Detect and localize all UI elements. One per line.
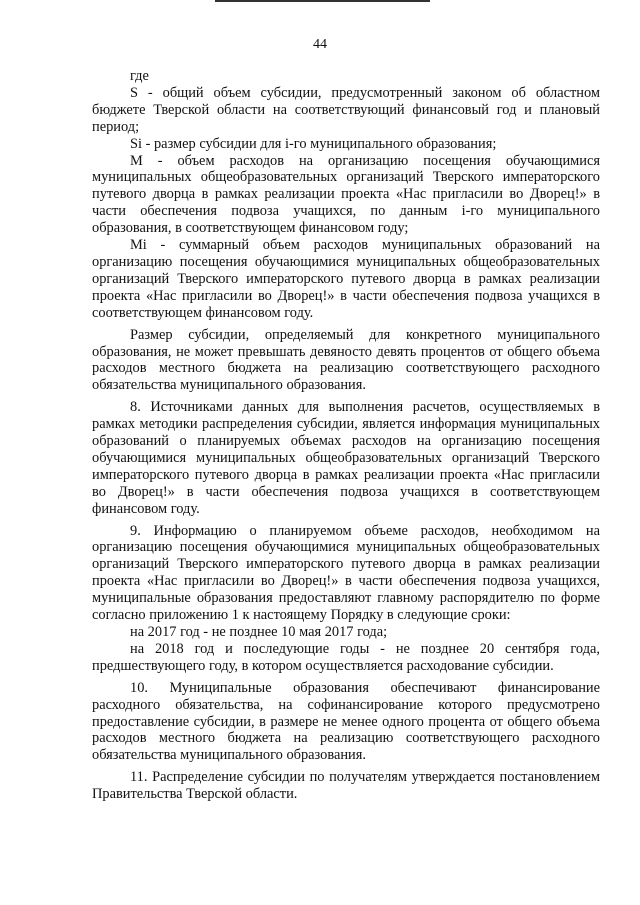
paragraph-deadline-2018: на 2018 год и последующие годы - не позднее 20 сентября года, предшествующего году, в котором осуществляется расходование субсидии. bbox=[92, 640, 600, 674]
scan-top-edge-line bbox=[215, 0, 430, 2]
paragraph-item-11: 11. Распределение субсидии по получателям утверждается постановлением Правительства Тверской области. bbox=[92, 769, 600, 803]
page-number: 44 bbox=[313, 37, 327, 52]
paragraph-si-definition: Si - размер субсидии для i-го муниципального образования; bbox=[130, 135, 497, 152]
paragraph-where: где bbox=[130, 68, 149, 84]
paragraph-subsidy-size: Размер субсидии, определяемый для конкретного муниципального образования, не может превышать девяносто девять процентов от общего объема расходов местного бюджета на реализацию соответствующего расходного обязательства муниципального образования. bbox=[92, 326, 600, 394]
paragraph-item-10: 10. Муниципальные образования обеспечивают финансирование расходного обязательства, на софинансирование которого предусмотрено предоставление субсидии, в размере не менее одного процента от общего объема расходов местного бюджета на реализацию соответствующего расходного обязательства муниципального образования. bbox=[92, 679, 600, 764]
document-body bbox=[92, 68, 600, 803]
paragraph-s-definition: S - общий объем субсидии, предусмотренный законом об областном бюджете Тверской области на соответствующий финансовый год и плановый период; bbox=[92, 84, 600, 135]
paragraph-m-definition: M - объем расходов на организацию посещения обучающимися муниципальных общеобразовательных организаций Тверского императорского путевого дворца в рамках реализации проекта «Нас пригласили во Дворец!» в части обеспечения подвоза учащихся, по данным i-го муниципального образования, в соответствующем финансовом году; bbox=[92, 152, 600, 237]
paragraph-item-8: 8. Источниками данных для выполнения расчетов, осуществляемых в рамках методики распределения субсидии, является информация муниципальных образований о планируемых объемах расходов на организацию посещения обучающимися муниципальных общеобразовательных организаций Тверского императорского путевого дворца в рамках реализации проекта «Нас пригласили во Дворец!» в части обеспечения подвоза учащихся в соответствующем финансовом году. bbox=[92, 399, 600, 517]
paragraph-deadline-2017: на 2017 год - не позднее 10 мая 2017 года; bbox=[130, 624, 388, 640]
paragraph-item-9: 9. Информацию о планируемом объеме расходов, необходимом на организацию посещения обучающимися муниципальных общеобразовательных организаций Тверского императорского путевого дворца в рамках реализации проекта «Нас пригласили во Дворец!» в части обеспечения подвоза учащихся, муниципальные образования предоставляют главному распорядителю по форме согласно приложению 1 к настоящему Порядку в следующие сроки: bbox=[92, 522, 600, 624]
paragraph-mi-definition: Mi - суммарный объем расходов муниципальных образований на организацию посещения обучающимися муниципальных общеобразовательных организаций Тверского императорского путевого дворца в рамках реализации проекта «Нас пригласили во Дворец!» в части обеспечения подвоза учащихся в соответствующем финансовом году. bbox=[92, 237, 600, 321]
